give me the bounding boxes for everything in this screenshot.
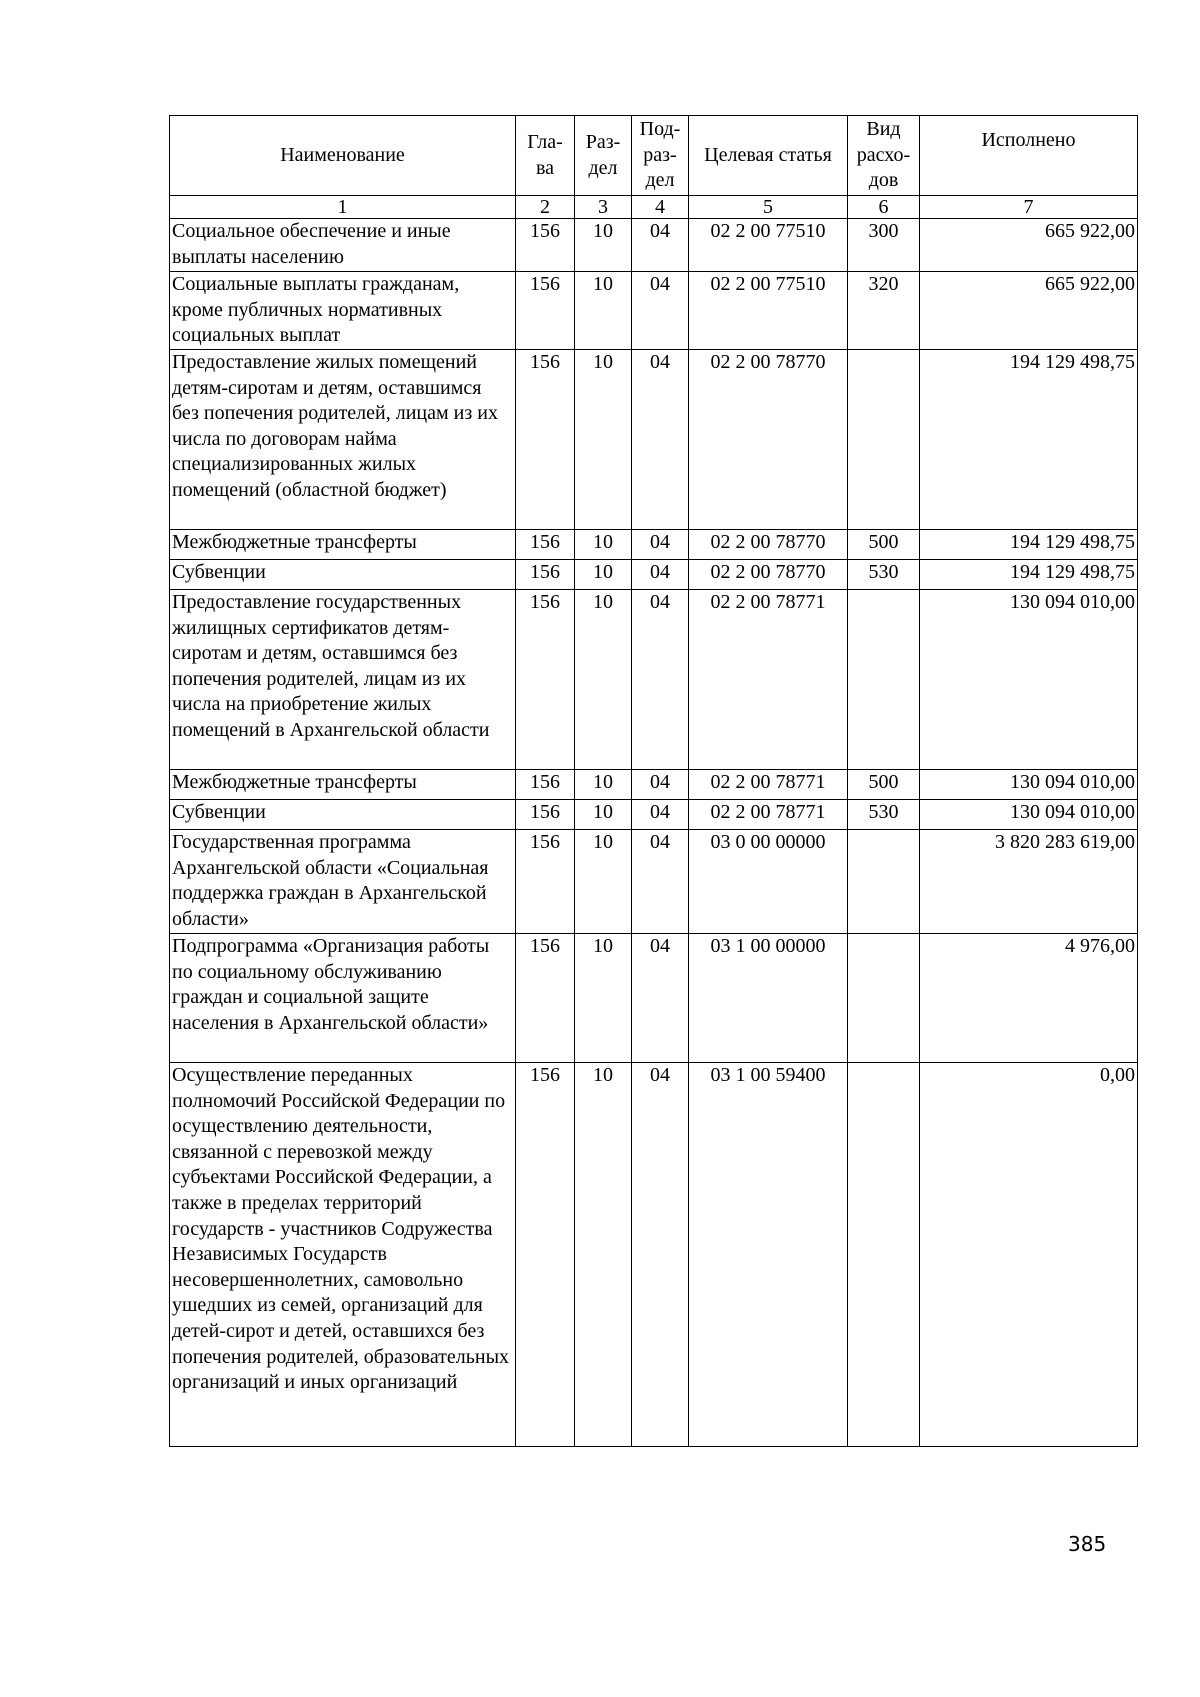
- column-number: 4: [632, 196, 689, 219]
- row-glava: 156: [516, 770, 575, 800]
- row-podrazdel: 04: [632, 560, 689, 590]
- row-name: Предоставление государственных жилищных сертификатов детям-сиротам и детям, оставшимся без попечения родителей, лицам из их числа на приобретение жилых помещений в Архангельской области: [170, 590, 516, 770]
- row-target: 02 2 00 78770: [689, 350, 848, 530]
- table-row: [170, 1063, 1138, 1447]
- row-target: 02 2 00 78770: [689, 530, 848, 560]
- row-target: 02 2 00 78771: [689, 770, 848, 800]
- row-done: 194 129 498,75: [920, 530, 1138, 560]
- row-glava: 156: [516, 272, 575, 350]
- row-vid: [848, 590, 920, 770]
- column-number: 7: [920, 196, 1138, 219]
- row-razdel: 10: [575, 770, 632, 800]
- row-name: Межбюджетные трансферты: [170, 770, 516, 800]
- row-podrazdel: 04: [632, 830, 689, 934]
- row-glava: 156: [516, 530, 575, 560]
- row-razdel: 10: [575, 219, 632, 272]
- row-done: 130 094 010,00: [920, 770, 1138, 800]
- page-number: 385: [1068, 1532, 1107, 1556]
- table-row: [170, 770, 1138, 800]
- table-row: [170, 272, 1138, 350]
- row-done: 194 129 498,75: [920, 350, 1138, 530]
- table-row: [170, 800, 1138, 830]
- row-vid: 320: [848, 272, 920, 350]
- row-vid: [848, 830, 920, 934]
- row-glava: 156: [516, 830, 575, 934]
- row-vid: 530: [848, 800, 920, 830]
- row-target: 02 2 00 77510: [689, 272, 848, 350]
- row-vid: [848, 1063, 920, 1447]
- row-name: Социальные выплаты гражданам, кроме публичных нормативных социальных выплат: [170, 272, 516, 350]
- row-done: 665 922,00: [920, 272, 1138, 350]
- budget-table: [169, 115, 1138, 1447]
- row-name: Субвенции: [170, 800, 516, 830]
- row-podrazdel: 04: [632, 350, 689, 530]
- row-glava: 156: [516, 590, 575, 770]
- column-number: 5: [689, 196, 848, 219]
- table-row: [170, 219, 1138, 272]
- row-name: Субвенции: [170, 560, 516, 590]
- row-razdel: 10: [575, 560, 632, 590]
- row-razdel: 10: [575, 800, 632, 830]
- row-done: 3 820 283 619,00: [920, 830, 1138, 934]
- row-glava: 156: [516, 934, 575, 1063]
- header-glava: Гла- ва: [516, 116, 575, 196]
- row-target: 03 1 00 00000: [689, 934, 848, 1063]
- row-razdel: 10: [575, 830, 632, 934]
- header-razdel: Раз- дел: [575, 116, 632, 196]
- row-glava: 156: [516, 1063, 575, 1447]
- row-razdel: 10: [575, 1063, 632, 1447]
- row-name: Подпрограмма «Организация работы по социальному обслуживанию граждан и социальной защите населения в Архангельской области»: [170, 934, 516, 1063]
- row-podrazdel: 04: [632, 770, 689, 800]
- row-podrazdel: 04: [632, 530, 689, 560]
- table-row: [170, 530, 1138, 560]
- row-razdel: 10: [575, 272, 632, 350]
- row-name: Осуществление переданных полномочий Российской Федерации по осуществлению деятельности, связанной с перевозкой между субъектами Российской Федерации, а также в пределах территорий государств - участников Содружества Независимых Государств несовершеннолетних, самовольно ушедших из семей, организаций для детей-сирот и детей, оставшихся без попечения родителей, образовательных организаций и иных организаций: [170, 1063, 516, 1447]
- row-razdel: 10: [575, 530, 632, 560]
- row-target: 02 2 00 78771: [689, 590, 848, 770]
- row-target: 03 1 00 59400: [689, 1063, 848, 1447]
- row-podrazdel: 04: [632, 1063, 689, 1447]
- table-header-row: [170, 116, 1138, 196]
- row-done: 194 129 498,75: [920, 560, 1138, 590]
- row-done: 130 094 010,00: [920, 590, 1138, 770]
- header-vid: Вид расхо- дов: [848, 116, 920, 196]
- row-target: 02 2 00 78771: [689, 800, 848, 830]
- row-glava: 156: [516, 350, 575, 530]
- row-razdel: 10: [575, 350, 632, 530]
- row-name: Социальное обеспечение и иные выплаты населению: [170, 219, 516, 272]
- row-done: 665 922,00: [920, 219, 1138, 272]
- row-razdel: 10: [575, 590, 632, 770]
- header-target: Целевая статья: [689, 116, 848, 196]
- row-vid: [848, 934, 920, 1063]
- row-podrazdel: 04: [632, 800, 689, 830]
- row-target: 03 0 00 00000: [689, 830, 848, 934]
- row-target: 02 2 00 78770: [689, 560, 848, 590]
- row-vid: 500: [848, 770, 920, 800]
- row-podrazdel: 04: [632, 219, 689, 272]
- row-target: 02 2 00 77510: [689, 219, 848, 272]
- row-done: 0,00: [920, 1063, 1138, 1447]
- table-row: [170, 350, 1138, 530]
- column-number: 6: [848, 196, 920, 219]
- row-done: 130 094 010,00: [920, 800, 1138, 830]
- table-row: [170, 590, 1138, 770]
- table-row: [170, 560, 1138, 590]
- row-vid: [848, 350, 920, 530]
- row-vid: 530: [848, 560, 920, 590]
- row-done: 4 976,00: [920, 934, 1138, 1063]
- row-name: Предоставление жилых помещений детям-сиротам и детям, оставшимся без попечения родителей, лицам из их числа по договорам найма специализированных жилых помещений (областной бюджет): [170, 350, 516, 530]
- row-name: Межбюджетные трансферты: [170, 530, 516, 560]
- row-vid: 500: [848, 530, 920, 560]
- row-glava: 156: [516, 800, 575, 830]
- row-glava: 156: [516, 560, 575, 590]
- row-podrazdel: 04: [632, 934, 689, 1063]
- header-name: Наименование: [170, 116, 516, 196]
- column-number: 2: [516, 196, 575, 219]
- row-name: Государственная программа Архангельской области «Социальная поддержка граждан в Архангельской области»: [170, 830, 516, 934]
- table-row: [170, 830, 1138, 934]
- row-glava: 156: [516, 219, 575, 272]
- row-podrazdel: 04: [632, 590, 689, 770]
- column-number-row: [170, 196, 1138, 219]
- column-number: 3: [575, 196, 632, 219]
- header-done: Исполнено: [920, 116, 1138, 196]
- row-razdel: 10: [575, 934, 632, 1063]
- table-row: [170, 934, 1138, 1063]
- column-number: 1: [170, 196, 516, 219]
- header-podrazdel: Под- раз- дел: [632, 116, 689, 196]
- row-podrazdel: 04: [632, 272, 689, 350]
- row-vid: 300: [848, 219, 920, 272]
